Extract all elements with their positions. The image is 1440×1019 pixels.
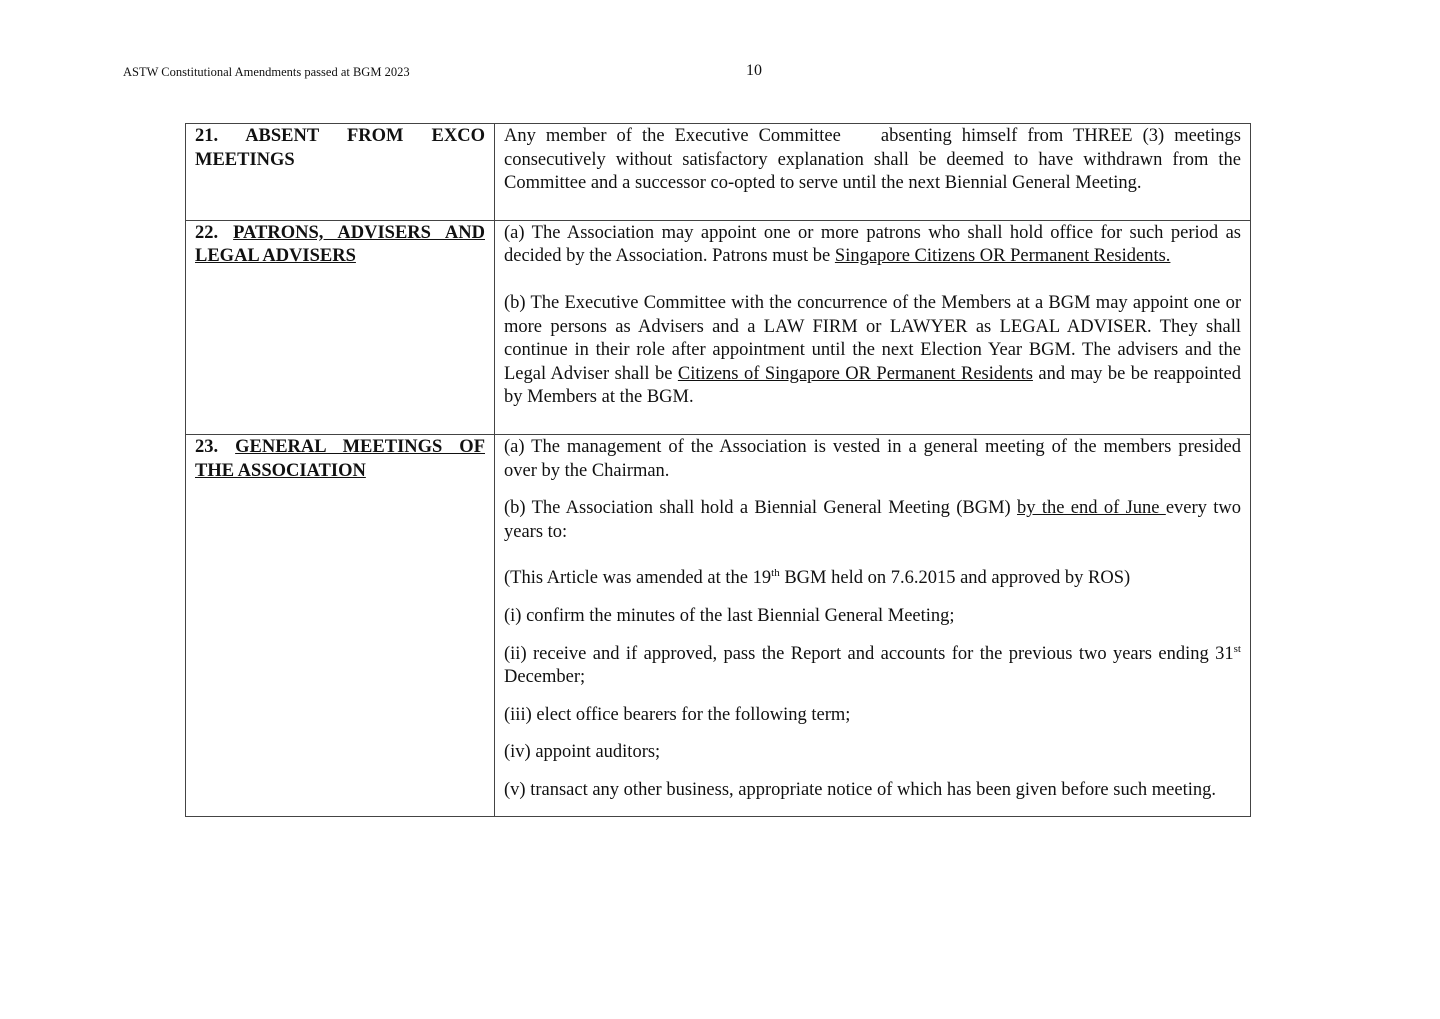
list-item-ii: (ii) receive and if approved, pass the Report and accounts for the previous two years ending 31st December; — [504, 642, 1241, 688]
articles-table — [185, 123, 1251, 817]
article-number: 21. — [195, 126, 219, 146]
list-item-v: (v) transact any other business, appropriate notice of which has been given before such meeting. — [504, 779, 1217, 800]
article-title: PATRONS, ADVISERS AND LEGAL ADVISERS — [195, 222, 485, 267]
paragraph-b: (b) The Executive Committee with the concurrence of the Members at a BGM may appoint one or more persons as Advisers and a LAW FIRM or LAWYER as LEGAL ADVISER. They shall continue in their role after appointment until the next Election Year BGM. The advisers and the Legal Adviser shall be Citizens of Singapore OR Permanent Residents and may be be reappointed by Members at the BGM. — [504, 292, 1241, 408]
paragraph-a: (a) The management of the Association is vested in a general meeting of the members presided over by the Chairman. — [504, 436, 1241, 481]
article-heading-21 — [186, 124, 495, 221]
page-number: 10 — [746, 62, 762, 79]
article-title: GENERAL MEETINGS OF THE ASSOCIATION — [195, 436, 485, 481]
article-body-22 — [495, 220, 1251, 434]
article-row-22 — [186, 220, 1251, 434]
list-item-i: (i) confirm the minutes of the last Biennial General Meeting; — [504, 605, 955, 626]
article-heading-22 — [186, 220, 495, 434]
document-title: ASTW Constitutional Amendments passed at BGM 2023 — [123, 65, 410, 79]
list-item-iv: (iv) appoint auditors; — [504, 742, 661, 763]
article-row-23 — [186, 434, 1251, 817]
underlined-text: Singapore Citizens OR Permanent Residents. — [834, 246, 1171, 267]
underlined-text: by the end of June — [1017, 498, 1166, 519]
underlined-text: Citizens of Singapore OR Permanent Residents — [677, 363, 1033, 384]
article-body-21 — [495, 124, 1251, 221]
article-row-21 — [186, 124, 1251, 221]
paragraph-a: (a) The Association may appoint one or more patrons who shall hold office for such period as decided by the Association. Patrons must be Singapore Citizens OR Permanent Residents. — [504, 222, 1241, 267]
amendment-note: (This Article was amended at the 19th BGM held on 7.6.2015 and approved by ROS) — [504, 567, 1131, 589]
article-heading-23 — [186, 434, 495, 817]
article-title: ABSENT FROM EXCO MEETINGS — [195, 126, 485, 170]
article-number: 22. — [195, 222, 219, 243]
article-text: Any member of the Executive Committee absenting himself from THREE (3) meetings consecutively without satisfactory explanation shall be deemed to have withdrawn from the Committee and a successor co-opted to serve until the next Biennial General Meeting. — [504, 126, 1246, 194]
list-item-iii: (iii) elect office bearers for the following term; — [504, 704, 851, 725]
article-number: 23. — [195, 436, 219, 457]
paragraph-b: (b) The Association shall hold a Biennial General Meeting (BGM) by the end of June every two years to: — [504, 498, 1241, 542]
article-body-23 — [495, 434, 1251, 817]
